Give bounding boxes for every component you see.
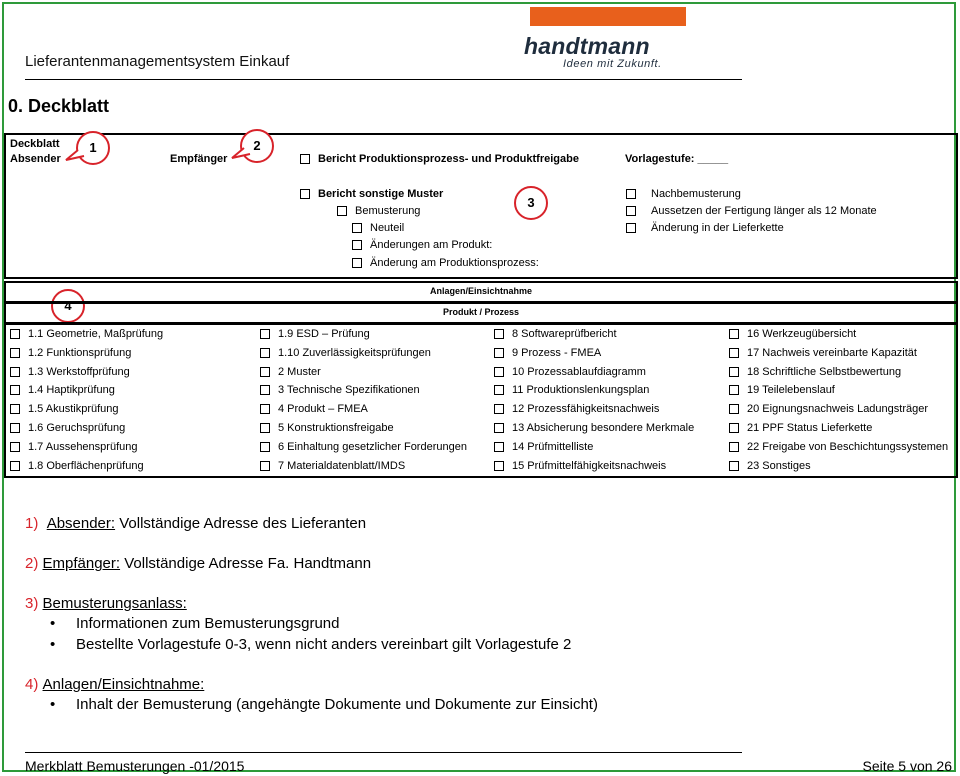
checkbox-icon[interactable] <box>352 223 362 233</box>
checkbox-icon[interactable] <box>260 367 270 377</box>
produkt-bar-title: Produkt / Prozess <box>442 307 520 317</box>
checkbox-icon[interactable] <box>260 348 270 358</box>
note-2-text: Vollständige Adresse Fa. Handtmann <box>120 555 372 572</box>
checkbox-icon[interactable] <box>10 461 20 471</box>
checkbox-icon[interactable] <box>729 461 739 471</box>
note-2-label: Empfänger: <box>42 555 121 572</box>
note-1-label: Absender: <box>46 515 116 532</box>
logo-name: handtmann <box>524 33 650 59</box>
checkbox-icon[interactable] <box>626 189 636 199</box>
logo-tagline: Ideen mit Zukunft. <box>563 58 662 70</box>
checkbox-icon[interactable] <box>729 367 739 377</box>
footer-divider <box>25 752 742 753</box>
checkbox-icon[interactable] <box>494 404 504 414</box>
checkbox-icon[interactable] <box>494 442 504 452</box>
note-4-number: 4) <box>25 676 39 693</box>
note-3 <box>25 595 187 612</box>
bullet-icon: • <box>50 636 56 653</box>
note-1 <box>25 515 366 532</box>
page-number: Seite 5 von 26 <box>862 758 952 774</box>
logo-bar <box>530 7 686 26</box>
checkbox-icon[interactable] <box>494 367 504 377</box>
note-1-number: 1) <box>25 515 39 532</box>
checkbox-icon[interactable] <box>352 240 362 250</box>
callout-2-tail <box>228 146 258 162</box>
deckblatt-label: Deckblatt <box>10 138 60 150</box>
checkbox-icon[interactable] <box>10 367 20 377</box>
anlagen-bar-title: Anlagen/Einsichtnahme <box>429 286 533 296</box>
note-3-number: 3) <box>25 595 39 612</box>
note-4 <box>25 676 204 693</box>
checkbox-icon[interactable] <box>729 423 739 433</box>
vorlagestufe-label: Vorlagestufe: _____ <box>625 153 729 165</box>
bullet-icon: • <box>50 696 56 713</box>
checkbox-icon[interactable] <box>494 461 504 471</box>
checkbox-icon[interactable] <box>10 385 20 395</box>
checkbox-icon[interactable] <box>729 329 739 339</box>
checkbox-icon[interactable] <box>352 258 362 268</box>
checkbox-icon[interactable] <box>300 189 310 199</box>
checkbox-icon[interactable] <box>729 348 739 358</box>
checkbox-icon[interactable] <box>10 329 20 339</box>
callout-3: 3 <box>514 186 548 220</box>
checkbox-icon[interactable] <box>626 206 636 216</box>
document-title: Lieferantenmanagementsystem Einkauf <box>25 53 290 70</box>
checkbox-icon[interactable] <box>10 442 20 452</box>
note-1-text: Vollständige Adresse des Lieferanten <box>115 515 367 532</box>
callout-1: 1 <box>76 131 110 165</box>
note-2 <box>25 555 371 572</box>
checkbox-icon[interactable] <box>494 423 504 433</box>
checkbox-icon[interactable] <box>300 154 310 164</box>
empfaenger-label: Empfänger <box>170 153 228 165</box>
note-3-label: Bemusterungsanlass: <box>42 595 187 612</box>
checkbox-icon[interactable] <box>260 423 270 433</box>
anlagen-bar <box>4 281 958 303</box>
header-divider <box>25 79 742 80</box>
checklist-box: 1.1 Geometrie, Maßprüfung 1.2 Funktionsprüfung 1.3 Werkstoffprüfung 1.4 Haptikprüfung 1.5 Akustikprüfung 1.6 Geruchsprüfung 1.7 Aussehensprüfung 1.8 Oberflächenprüfung 1.9 ESD – Prüfung 1.10 Zuverlässigkeitsprüfungen 2 Muster 3 Technische Spezifikationen 4 Produkt – FMEA 5 Konstruktionsfreigabe 6 Einhaltung gesetzlicher Forderungen 7 Materialdatenblatt/IMDS 8 Softwareprüfbericht 9 Prozess - FMEA 10 Prozessablaufdiagramm 11 Produktionslenkungsplan 12 Prozessfähigkeitsnachweis 13 Absicherung besondere Merkmale 14 Prüfmittelliste 15 Prüfmittelfähigkeitsnachweis 16 Werkzeugübersicht 17 Nachweis vereinbarte Kapazität 18 Schriftliche Selbstbewertung 19 Teilelebenslauf 20 Eignungsnachweis Ladungsträger 21 PPF Status Lieferkette 22 Freigabe von Beschichtungssystemen 23 Sonstiges <box>4 323 958 478</box>
checkbox-icon[interactable] <box>337 206 347 216</box>
checkbox-icon[interactable] <box>10 404 20 414</box>
callout-1-tail <box>62 148 92 164</box>
checkbox-icon[interactable] <box>10 348 20 358</box>
checkbox-icon[interactable] <box>494 329 504 339</box>
bullet-icon: • <box>50 615 56 632</box>
checkbox-icon[interactable] <box>260 404 270 414</box>
checkbox-icon[interactable] <box>494 348 504 358</box>
note-4-label: Anlagen/Einsichtnahme: <box>42 676 205 693</box>
callout-4: 4 <box>51 289 85 323</box>
checkbox-icon[interactable] <box>729 404 739 414</box>
checkbox-icon[interactable] <box>729 442 739 452</box>
checkbox-icon[interactable] <box>494 385 504 395</box>
checkbox-icon[interactable] <box>260 385 270 395</box>
checkbox-icon[interactable] <box>626 223 636 233</box>
checkbox-icon[interactable] <box>10 423 20 433</box>
checkbox-icon[interactable] <box>729 385 739 395</box>
checkbox-icon[interactable] <box>260 442 270 452</box>
checkbox-icon[interactable] <box>260 329 270 339</box>
section-title: 0. Deckblatt <box>8 96 110 116</box>
cover-box: Deckblatt Absender Empfänger Bericht Produktionsprozess- und Produktfreigabe Vorlagestufe: _____ Bericht sonstige Muster Bemusterung Neuteil Änderungen am Produkt: Änderung am Produktionsprozess: Nachbemusterung Aussetzen der Fertigung länger als 12 Monate Änderung in der Lieferkette <box>4 133 958 279</box>
absender-label: Absender <box>10 153 61 165</box>
callout-2: 2 <box>240 129 274 163</box>
note-2-number: 2) <box>25 555 39 572</box>
footer-left: Merkblatt Bemusterungen -01/2015 <box>25 758 245 774</box>
produkt-bar <box>4 302 958 324</box>
checkbox-icon[interactable] <box>260 461 270 471</box>
